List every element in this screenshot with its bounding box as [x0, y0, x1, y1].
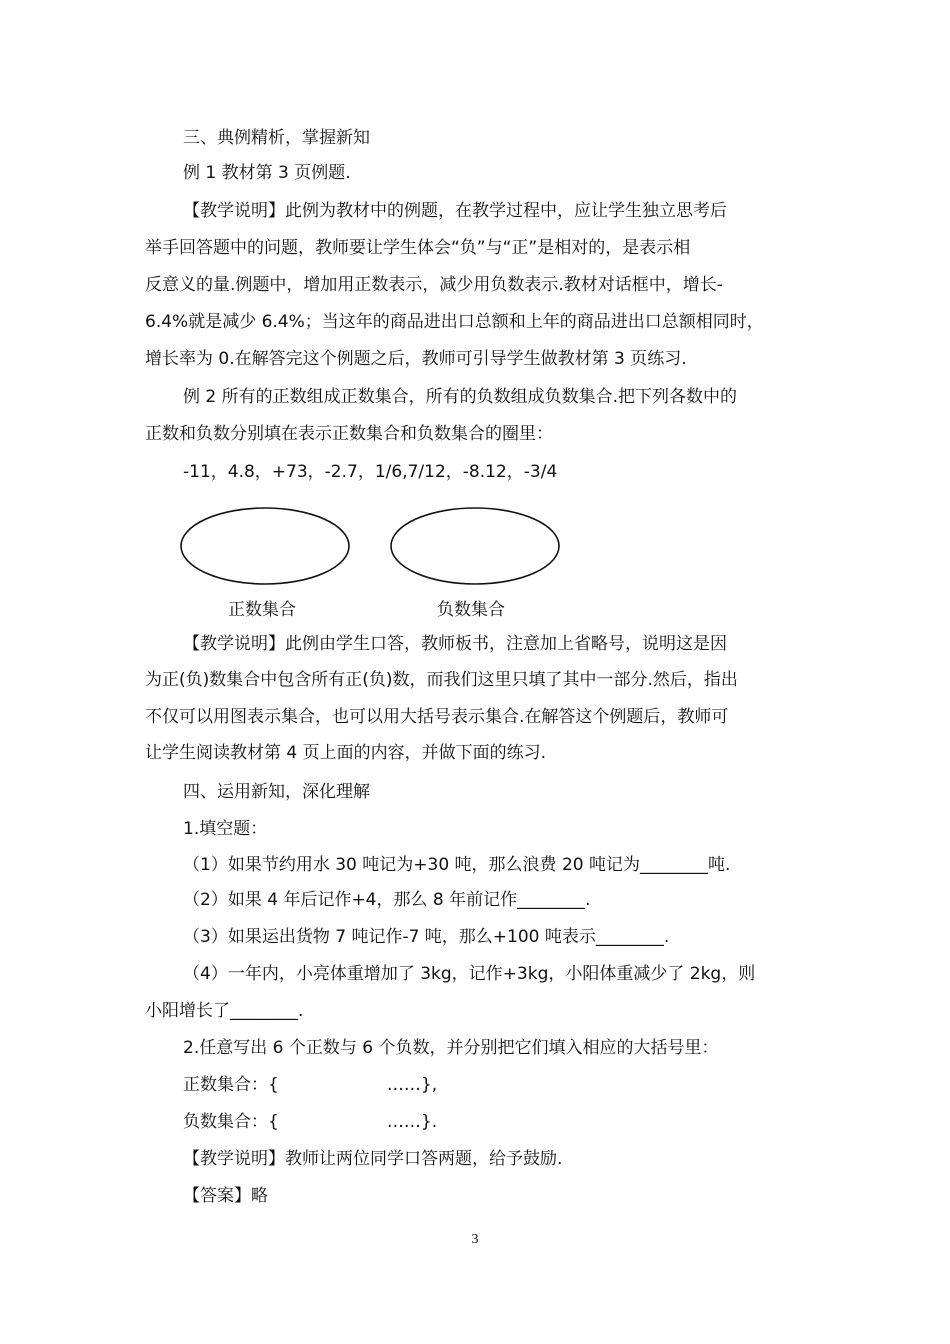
example-1-title: 例 1 教材第 3 页例题.	[183, 163, 351, 183]
section-4-heading: 四、运用新知，深化理解	[183, 782, 370, 802]
example-1-note-line: 增长率为 0.在解答完这个例题之后，教师可引导学生做教材第 3 页练习.	[145, 349, 687, 369]
example-1-note-line: 【教学说明】此例为教材中的例题，在教学过程中，应让学生独立思考后	[183, 201, 727, 221]
example-2-numbers: -11，4.8，+73，-2.7，1/6,7/12，-8.12，-3/4	[183, 462, 558, 482]
question-1-item: （1）如果节约用水 30 吨记为+30 吨，那么浪费 20 吨记为________吨.	[183, 855, 731, 875]
section-3-heading: 三、典例精析，掌握新知	[183, 128, 370, 148]
negative-set-caption: 负数集合	[437, 600, 505, 620]
example-1-note-line: 6.4%就是减少 6.4%；当这年的商品进出口总额和上年的商品进出口总额相同时，	[145, 312, 764, 332]
question-1-item: （3）如果运出货物 7 吨记作-7 吨，那么+100 吨表示________.	[183, 927, 670, 947]
example-2-text-line: 例 2 所有的正数组成正数集合，所有的负数组成负数集合.把下列各数中的	[183, 387, 738, 407]
question-1-item: 小阳增长了________.	[145, 1001, 304, 1021]
question-2-positive-set: 正数集合：{ ……},	[183, 1075, 438, 1095]
positive-set-caption: 正数集合	[228, 600, 296, 620]
example-2-note-line: 【教学说明】此例由学生口答，教师板书，注意加上省略号，说明这是因	[183, 634, 727, 654]
example-1-note-line: 举手回答题中的问题，教师要让学生体会“负”与“正”是相对的，是表示相	[145, 238, 691, 258]
final-teaching-note: 【教学说明】教师让两位同学口答两题，给予鼓励.	[183, 1149, 563, 1169]
question-1-item: （4）一年内，小亮体重增加了 3kg，记作+3kg，小阳体重减少了 2kg，则	[183, 964, 756, 984]
example-2-note-line: 为正(负)数集合中包含所有正(负)数，而我们这里只填了其中一部分.然后，指出	[145, 670, 738, 690]
example-1-note-line: 反意义的量.例题中，增加用正数表示，减少用负数表示.教材对话框中，增长-	[145, 275, 723, 295]
question-1-item: （2）如果 4 年后记作+4，那么 8 年前记作________.	[183, 890, 591, 910]
question-2-negative-set: 负数集合：{ ……}.	[183, 1112, 438, 1132]
question-2-title: 2.任意写出 6 个正数与 6 个负数，并分别把它们填入相应的大括号里：	[183, 1038, 719, 1058]
question-1-title: 1.填空题：	[183, 819, 268, 839]
positive-set-ellipse	[178, 505, 353, 587]
negative-set-ellipse	[388, 505, 563, 587]
example-2-note-line: 让学生阅读教材第 4 页上面的内容，并做下面的练习.	[145, 743, 547, 763]
example-2-text-line: 正数和负数分别填在表示正数集合和负数集合的圈里：	[145, 424, 553, 444]
example-2-note-line: 不仅可以用图表示集合，也可以用大括号表示集合.在解答这个例题后，教师可	[145, 707, 729, 727]
page-number: 3	[471, 1232, 479, 1247]
answer-line: 【答案】略	[183, 1186, 268, 1206]
